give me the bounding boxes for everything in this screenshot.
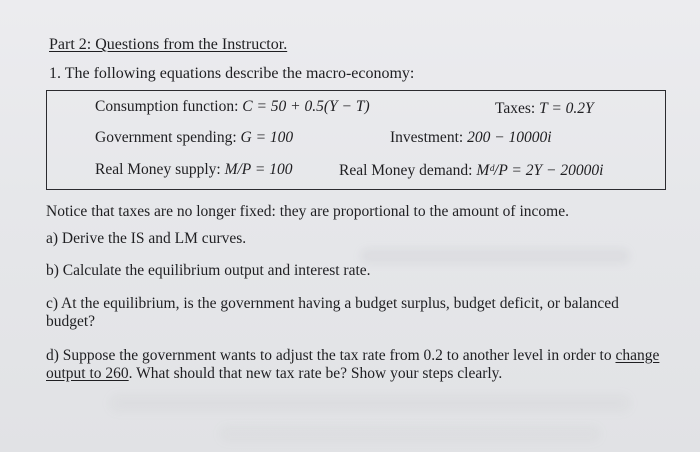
money-supply-equation bbox=[95, 161, 292, 179]
investment-value: 200 − 10000i bbox=[467, 129, 552, 146]
consumption-equation bbox=[95, 98, 370, 116]
consumption-label: Consumption function: bbox=[95, 98, 243, 115]
government-value: G = 100 bbox=[240, 129, 294, 146]
money-demand-equation bbox=[339, 162, 603, 180]
taxes-value: T = 0.2Y bbox=[539, 100, 594, 117]
question-part-d-prefix: d) Suppose the government wants to adjust the tax rate from 0.2 to another level in order to bbox=[46, 347, 616, 364]
government-spending-equation bbox=[95, 129, 293, 147]
consumption-value: C = 50 + 0.5(Y − T) bbox=[242, 98, 370, 115]
notice-text: Notice that taxes are no longer fixed: they are proportional to the amount of income. bbox=[46, 203, 569, 220]
equation-box bbox=[46, 90, 666, 190]
question-part-d-suffix: . What should that new tax rate be? Show your steps clearly. bbox=[128, 365, 503, 382]
background-shadow bbox=[220, 427, 600, 441]
money-demand-label: Real Money demand: bbox=[339, 162, 477, 179]
background-shadow bbox=[110, 395, 630, 411]
money-supply-label: Real Money supply: bbox=[95, 161, 225, 178]
money-supply-value: M/P = 100 bbox=[224, 161, 293, 178]
investment-equation bbox=[390, 129, 552, 147]
question-part-d bbox=[46, 347, 661, 383]
question-part-c: c) At the equilibrium, is the government having a budget surplus, budget deficit, or balanced budget? bbox=[46, 295, 619, 330]
government-label: Government spending: bbox=[95, 129, 241, 146]
taxes-equation bbox=[495, 100, 594, 118]
question-part-b: b) Calculate the equilibrium output and interest rate. bbox=[46, 262, 371, 279]
question-part-a: a) Derive the IS and LM curves. bbox=[46, 230, 247, 247]
part-title: Part 2: Questions from the Instructor. bbox=[49, 36, 288, 53]
question-part-d-underlined: change output to 260 bbox=[46, 347, 660, 382]
question-intro: 1. The following equations describe the macro-economy: bbox=[49, 65, 415, 82]
taxes-label: Taxes: bbox=[495, 100, 540, 117]
background-shadow bbox=[360, 248, 630, 264]
money-demand-value: Mᵈ/P = 2Y − 20000i bbox=[476, 162, 604, 179]
investment-label: Investment: bbox=[390, 129, 468, 146]
